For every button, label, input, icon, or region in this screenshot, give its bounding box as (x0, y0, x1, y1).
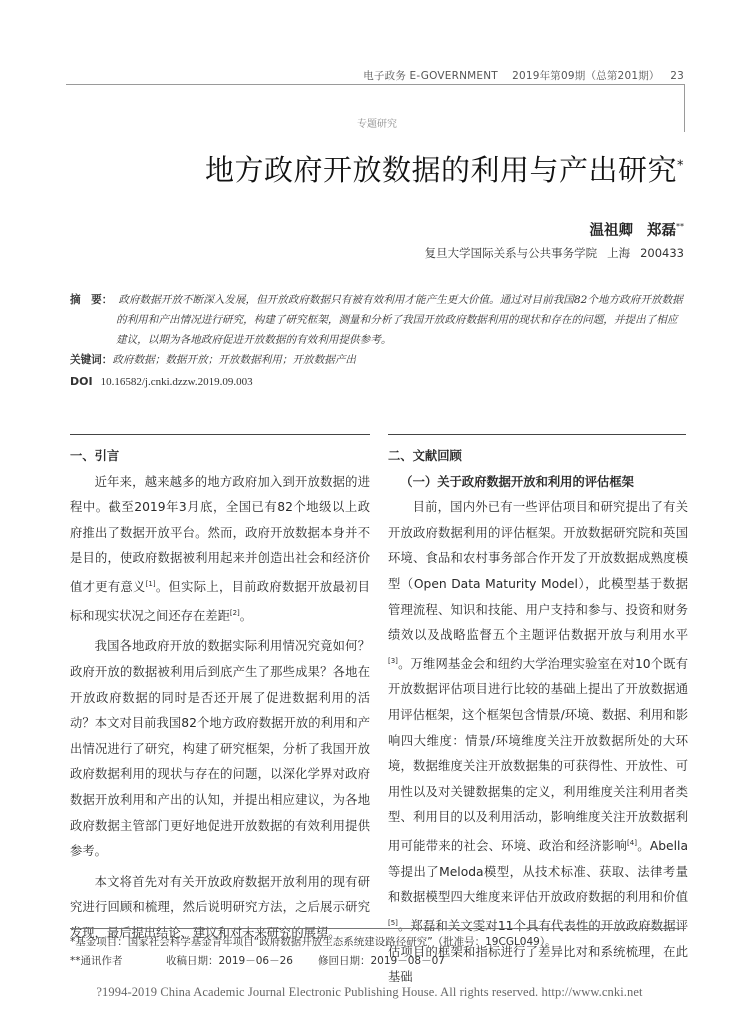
subheading-evaluation-framework: （一）关于政府数据开放和利用的评估框架 (400, 474, 634, 489)
doi (70, 375, 253, 388)
keywords-label: 关键词： (70, 354, 113, 366)
citation-1: [1] (145, 579, 156, 588)
header-vertical-rule (684, 84, 685, 132)
affiliation-org: 复旦大学国际关系与公共事务学院 (424, 246, 598, 260)
journal-name: 电子政务 E-GOVERNMENT (363, 70, 498, 82)
paragraph-intro-1 (70, 470, 370, 630)
doi-value: 10.16582/j.cnki.dzzw.2019.09.003 (100, 376, 253, 388)
issue-info: 2019年第09期（总第201期） (512, 70, 660, 82)
paragraph-intro-1-text-c: 。 (239, 608, 253, 623)
footnote-rule (70, 928, 686, 929)
paragraph-review-text-b: 。万维网基金会和纽约大学治理实验室在对10个既有开放数据评估项目进行比较的基础上提出了开放数据通用评估框架，这个框架包含情景/环境、数据、利用和影响四大维度：情景/环境维度关注开放数据所处的大环境，数据维度关注开放数据集的可获得性、开放性、可用性以及对关键数据集的定义，利用维度关注利用者类型、利用目的以及利用活动，影响维度关注开放数据利用可能带来的社会、环境、政治和经济影响 (388, 656, 688, 854)
right-heading-rule (388, 434, 686, 435)
right-column (388, 444, 688, 991)
paragraph-review-text-a: 目前，国内外已有一些评估项目和研究提出了有关开放政府数据利用的评估框架。开放数据研究院和英国环境、食品和农村事务部合作开发了开放数据成熟度模型（Open Data Maturity Model），此模型基于数据管理流程、知识和技能、用户支持和参与、投资和财务绩效以及战略监督五个主题评估数据开放与利用水平 (388, 500, 688, 643)
footnote-dates (70, 952, 556, 971)
footnote-received: 收稿日期：2019－06－26 (166, 955, 293, 967)
affiliation (425, 245, 684, 261)
title-footnote-mark: * (677, 158, 684, 174)
abstract-label: 摘 要： (70, 294, 113, 306)
affiliation-city: 上海 (607, 246, 631, 260)
author-footnote-mark: ** (676, 222, 684, 232)
paragraph-intro-3: 本文将首先对有关开放政府数据开放利用的现有研究进行回顾和梳理，然后说明研究方法，之后展示研究发现，最后提出结论、建议和对未来研究的展望。 (70, 874, 370, 940)
citation-4: [4] (627, 839, 637, 847)
abstract-text: 政府数据开放不断深入发展，但开放政府数据只有被有效利用才能产生更大价值。通过对目前我国82个地方政府开放数据的利用和产出情况进行研究，构建了研究框架，测量和分析了我国开放政府数据利用的现状和存在的问题，并提出了相应建议，以期为各地政府促进开放数据的有效利用提供参考。 (116, 294, 683, 346)
keywords (70, 352, 356, 367)
heading-literature-review: 二、文献回顾 (388, 449, 462, 463)
left-heading-rule (70, 434, 370, 435)
paragraph-intro-1-text-a: 近年来，越来越多的地方政府加入到开放数据的进程中。截至2019年3月底，全国已有82个地级以上政府推出了数据开放平台。然而，政府开放数据本身并不是目的，使政府数据被利用起来并创造出社会和经济价值才更有意义 (70, 474, 370, 595)
keywords-text: 政府数据；数据开放；开放数据利用；开放数据产出 (112, 354, 357, 366)
author-1: 温祖卿 (589, 223, 633, 239)
paragraph-review-text-c: 。Abella等提出了Meloda模型，从技术标准、获取、法律考量和数据模型四大维度来评估开放政府数据的利用和价值 (388, 839, 688, 905)
copyright-footer: ?1994-2019 China Academic Journal Electronic Publishing House. All rights reserved. http://www.cnki.net (96, 985, 643, 999)
paragraph-intro-2: 我国各地政府开放的数据实际利用情况究竟如何？政府开放的数据被利用后到底产生了那些成果？各地在开放政府数据的同时是否还开展了促进数据利用的活动？本文对目前我国82个地方政府数据开放的利用和产出情况进行了研究，构建了研究框架，分析了我国开放政府数据利用的现状与存在的问题，以深化学界对政府数据开放利用和产出的认知，并提出相应建议，为各地政府数据主管部门更好地促进开放数据的有效利用提供参考。 (70, 639, 370, 859)
doi-label: DOI (70, 375, 93, 388)
abstract (70, 290, 685, 350)
author-line (590, 219, 685, 240)
paragraph-review-text-d: 。郑磊和关文雯对11个具有代表性的开放政府数据评估项目的框架和指标进行了差异比对和系统梳理，在此基础 (388, 918, 688, 985)
paragraph-review-1 (388, 495, 688, 991)
affiliation-postcode: 200433 (640, 246, 684, 260)
header-rule (66, 84, 684, 85)
citation-3: [3] (388, 656, 398, 665)
heading-introduction: 一、引言 (70, 449, 120, 463)
title-text: 地方政府开放数据的利用与产出研究 (204, 153, 677, 187)
footnote-corresponding: **通讯作者 (70, 955, 123, 967)
section-label: 专题研究 (357, 119, 397, 130)
footnote-fund: *基金项目：国家社会科学基金青年项目“政府数据开放生态系统建设路径研究”（批准号：19CGL049）。 (70, 936, 556, 948)
footnotes (70, 933, 556, 971)
footnote-revised: 修回日期：2019－08－07 (318, 955, 445, 967)
paragraph-intro-1-text-b: 。但实际上，目前政府数据开放最初目标和现实状况之间还存在差距 (70, 580, 370, 623)
author-2: 郑磊 (647, 223, 676, 239)
citation-2: [2] (229, 608, 240, 617)
page-number: 23 (670, 70, 684, 82)
article-title (205, 148, 684, 189)
running-header (363, 68, 684, 83)
left-column (70, 444, 370, 946)
citation-5: [5] (388, 918, 398, 927)
